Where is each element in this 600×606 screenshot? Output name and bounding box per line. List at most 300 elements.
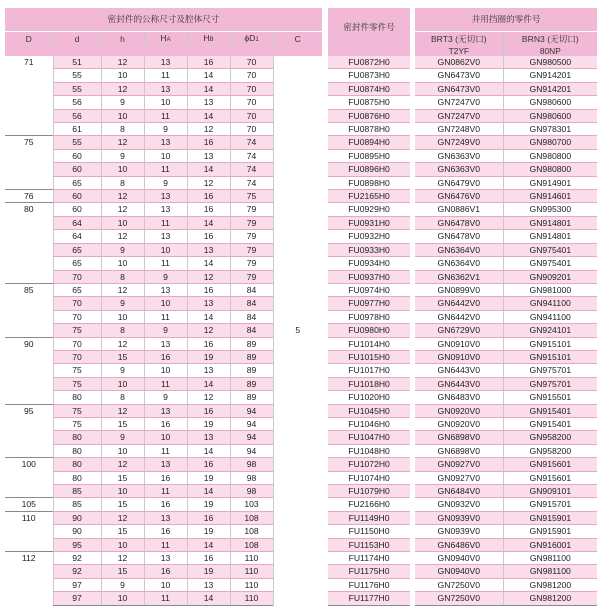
cell-brn3: GN975401: [503, 257, 597, 270]
cell-d: 85: [53, 498, 101, 511]
cell-part-number: FU0980H0: [328, 324, 410, 337]
cell-HB: 12: [187, 176, 230, 189]
cell-brn3: GN915101: [503, 350, 597, 363]
cell-d: 60: [53, 163, 101, 176]
cell-d: 75: [53, 364, 101, 377]
cell-HA: 11: [144, 485, 187, 498]
seal-dimension-table: [5, 8, 597, 606]
cell-HA: 13: [144, 552, 187, 565]
cell-brn3: GN980600: [503, 109, 597, 122]
col-header-h: h: [101, 32, 144, 47]
cell-d: 70: [53, 337, 101, 350]
cell-D1: 79: [230, 257, 273, 270]
cell-brt3: GN0927V0: [415, 471, 503, 484]
cell-part-number: FU0895H0: [328, 149, 410, 162]
cell-h: 9: [101, 149, 144, 162]
cell-d: 70: [53, 310, 101, 323]
cell-d: 70: [53, 297, 101, 310]
cell-part-number: FU0896H0: [328, 163, 410, 176]
cell-part-number: FU1153H0: [328, 538, 410, 551]
cell-brt3: GN0927V0: [415, 458, 503, 471]
cell-part-number: FU0929H0: [328, 203, 410, 216]
backup-ring-header: 并用挡圈的零件号: [415, 8, 597, 32]
cell-h: 12: [101, 283, 144, 296]
cell-HA: 13: [144, 337, 187, 350]
cell-HB: 13: [187, 364, 230, 377]
cell-brn3: GN958200: [503, 431, 597, 444]
cell-brt3: GN6479V0: [415, 176, 503, 189]
cell-d: 75: [53, 417, 101, 430]
cell-d: 64: [53, 216, 101, 229]
cell-HA: 13: [144, 511, 187, 524]
cell-brt3: GN6364V0: [415, 243, 503, 256]
cell-D1: 108: [230, 538, 273, 551]
cell-h: 15: [101, 471, 144, 484]
cell-h: 12: [101, 56, 144, 69]
col-header-HA-sub: A: [166, 37, 171, 43]
cell-HB: 16: [187, 404, 230, 417]
cell-brt3: GN6442V0: [415, 297, 503, 310]
cell-HB: 19: [187, 525, 230, 538]
cell-part-number: FU0933H0: [328, 243, 410, 256]
cell-HA: 11: [144, 69, 187, 82]
cell-d: 97: [53, 592, 101, 605]
cell-h: 15: [101, 565, 144, 578]
table-row: [5, 56, 597, 69]
cell-part-number: FU0937H0: [328, 270, 410, 283]
cell-brn3: GN980800: [503, 163, 597, 176]
table-header: [5, 8, 597, 56]
cell-h: 10: [101, 257, 144, 270]
cell-brt3: GN7250V0: [415, 592, 503, 605]
cell-brn3: GN914801: [503, 230, 597, 243]
cell-brt3: GN6362V1: [415, 270, 503, 283]
cell-HB: 14: [187, 109, 230, 122]
cell-HB: 19: [187, 417, 230, 430]
cell-D: 100: [5, 458, 53, 498]
cell-d: 90: [53, 511, 101, 524]
col-header-D: D: [5, 32, 53, 47]
cell-d: 85: [53, 485, 101, 498]
cell-HA: 13: [144, 136, 187, 149]
cell-h: 10: [101, 485, 144, 498]
cell-brn3: GN980800: [503, 149, 597, 162]
cell-brt3: GN6478V0: [415, 230, 503, 243]
cell-part-number: FU1017H0: [328, 364, 410, 377]
cell-HB: 14: [187, 592, 230, 605]
cell-HB: 16: [187, 56, 230, 69]
cell-d: 70: [53, 350, 101, 363]
cell-h: 8: [101, 123, 144, 136]
cell-HB: 14: [187, 485, 230, 498]
cell-part-number: FU0932H0: [328, 230, 410, 243]
cell-part-number: FU2166H0: [328, 498, 410, 511]
cell-D1: 110: [230, 578, 273, 591]
cell-brt3: GN7247V0: [415, 109, 503, 122]
cell-HA: 9: [144, 123, 187, 136]
cell-HA: 10: [144, 96, 187, 109]
cell-d: 95: [53, 538, 101, 551]
cell-brt3: GN7249V0: [415, 136, 503, 149]
cell-part-number: FU1149H0: [328, 511, 410, 524]
cell-HA: 10: [144, 149, 187, 162]
cell-brn3: GN915401: [503, 417, 597, 430]
cell-brt3: GN0939V0: [415, 525, 503, 538]
cell-HB: 13: [187, 149, 230, 162]
cell-h: 8: [101, 391, 144, 404]
cell-HA: 9: [144, 270, 187, 283]
cell-HA: 10: [144, 431, 187, 444]
cell-HB: 16: [187, 230, 230, 243]
cell-brt3: GN6442V0: [415, 310, 503, 323]
cell-D1: 74: [230, 136, 273, 149]
cell-part-number: FU0874H0: [328, 82, 410, 95]
cell-d: 92: [53, 552, 101, 565]
cell-D: 85: [5, 283, 53, 337]
cell-part-number: FU1014H0: [328, 337, 410, 350]
cell-brt3: GN0920V0: [415, 404, 503, 417]
cell-brn3: GN915901: [503, 511, 597, 524]
cell-brn3: GN975701: [503, 364, 597, 377]
cell-brn3: GN980600: [503, 96, 597, 109]
cell-brt3: GN6363V0: [415, 163, 503, 176]
seal-dimension-table-container: [5, 8, 597, 606]
cell-part-number: FU1047H0: [328, 431, 410, 444]
cell-D1: 79: [230, 270, 273, 283]
cell-h: 9: [101, 297, 144, 310]
cell-d: 80: [53, 471, 101, 484]
cell-d: 55: [53, 69, 101, 82]
cell-HB: 19: [187, 350, 230, 363]
cell-part-number: FU1048H0: [328, 444, 410, 457]
cell-HB: 16: [187, 337, 230, 350]
cell-h: 15: [101, 350, 144, 363]
cell-D1: 89: [230, 337, 273, 350]
cell-d: 70: [53, 270, 101, 283]
cell-HB: 14: [187, 82, 230, 95]
cell-D1: 74: [230, 149, 273, 162]
cell-HA: 10: [144, 578, 187, 591]
cell-h: 10: [101, 310, 144, 323]
cell-d: 56: [53, 96, 101, 109]
cell-brt3: GN7248V0: [415, 123, 503, 136]
cell-d: 55: [53, 82, 101, 95]
cell-HB: 14: [187, 163, 230, 176]
cell-d: 75: [53, 324, 101, 337]
cell-D1: 84: [230, 310, 273, 323]
cell-D: 80: [5, 203, 53, 283]
cell-brn3: GN915701: [503, 498, 597, 511]
cell-HB: 16: [187, 552, 230, 565]
cell-HB: 16: [187, 136, 230, 149]
col-header-HA: HA: [144, 32, 187, 47]
cell-D1: 94: [230, 404, 273, 417]
cell-D: 105: [5, 498, 53, 511]
cell-D1: 103: [230, 498, 273, 511]
cell-HA: 13: [144, 230, 187, 243]
cell-brn3: GN980700: [503, 136, 597, 149]
cell-HA: 10: [144, 243, 187, 256]
cell-brt3: GN6473V0: [415, 82, 503, 95]
cell-d: 92: [53, 565, 101, 578]
cell-HB: 19: [187, 498, 230, 511]
cell-d: 60: [53, 149, 101, 162]
cell-HB: 14: [187, 310, 230, 323]
cell-D: 71: [5, 56, 53, 136]
cell-h: 10: [101, 163, 144, 176]
cell-HB: 16: [187, 283, 230, 296]
cell-part-number: FU0894H0: [328, 136, 410, 149]
cell-HA: 13: [144, 190, 187, 203]
col-header-C: C: [273, 32, 322, 47]
cell-part-number: FU0873H0: [328, 69, 410, 82]
cell-HB: 14: [187, 377, 230, 390]
cell-D1: 94: [230, 444, 273, 457]
cell-D1: 110: [230, 565, 273, 578]
cell-brt3: GN6443V0: [415, 364, 503, 377]
cell-brn3: GN981000: [503, 283, 597, 296]
cell-brn3: GN981200: [503, 592, 597, 605]
cell-brn3: GN980500: [503, 56, 597, 69]
cell-h: 12: [101, 511, 144, 524]
cell-part-number: FU0898H0: [328, 176, 410, 189]
cell-D1: 110: [230, 552, 273, 565]
cell-h: 8: [101, 176, 144, 189]
cell-HB: 12: [187, 324, 230, 337]
cell-brt3: GN0940V0: [415, 565, 503, 578]
cell-h: 12: [101, 136, 144, 149]
cell-D1: 89: [230, 391, 273, 404]
cell-d: 51: [53, 56, 101, 69]
cell-part-number: FU1072H0: [328, 458, 410, 471]
cell-h: 12: [101, 552, 144, 565]
cell-h: 15: [101, 417, 144, 430]
cell-HB: 16: [187, 203, 230, 216]
cell-brn3: GN981100: [503, 552, 597, 565]
cell-D1: 79: [230, 243, 273, 256]
cell-HB: 19: [187, 565, 230, 578]
cell-HA: 16: [144, 525, 187, 538]
cell-brn3: GN941100: [503, 297, 597, 310]
cell-part-number: FU1015H0: [328, 350, 410, 363]
cell-brt3: GN0910V0: [415, 350, 503, 363]
cell-D: 75: [5, 136, 53, 190]
cell-brn3: GN981100: [503, 565, 597, 578]
cell-brn3: GN975401: [503, 243, 597, 256]
cell-HB: 14: [187, 69, 230, 82]
cell-brt3: GN6898V0: [415, 431, 503, 444]
cell-D1: 70: [230, 123, 273, 136]
cell-brt3: GN7247V0: [415, 96, 503, 109]
cell-HB: 13: [187, 96, 230, 109]
cell-part-number: FU1177H0: [328, 592, 410, 605]
cell-HA: 11: [144, 592, 187, 605]
cell-d: 80: [53, 444, 101, 457]
cell-D1: 108: [230, 511, 273, 524]
cell-HA: 11: [144, 216, 187, 229]
cell-part-number: FU0875H0: [328, 96, 410, 109]
cell-HB: 16: [187, 190, 230, 203]
cell-brt3: GN6486V0: [415, 538, 503, 551]
cell-D1: 84: [230, 283, 273, 296]
cell-HA: 16: [144, 565, 187, 578]
cell-D: 76: [5, 190, 53, 203]
cell-HA: 11: [144, 377, 187, 390]
cell-brn3: GN915401: [503, 404, 597, 417]
col-header-brt3: BRT3 (无切口): [415, 32, 503, 47]
cell-HB: 14: [187, 257, 230, 270]
cell-brn3: GN909101: [503, 485, 597, 498]
cell-HA: 11: [144, 163, 187, 176]
cell-HB: 14: [187, 538, 230, 551]
cell-h: 9: [101, 96, 144, 109]
cell-h: 9: [101, 364, 144, 377]
dimensions-header: 密封件的公称尺寸及腔体尺寸: [5, 8, 322, 32]
cell-part-number: FU1045H0: [328, 404, 410, 417]
cell-part-number: FU1074H0: [328, 471, 410, 484]
cell-HA: 10: [144, 364, 187, 377]
cell-HA: 9: [144, 391, 187, 404]
cell-D1: 75: [230, 190, 273, 203]
cell-h: 10: [101, 538, 144, 551]
cell-brt3: GN0886V1: [415, 203, 503, 216]
cell-HB: 19: [187, 471, 230, 484]
cell-brt3: GN0939V0: [415, 511, 503, 524]
cell-d: 61: [53, 123, 101, 136]
cell-brn3: GN995300: [503, 203, 597, 216]
cell-HB: 12: [187, 123, 230, 136]
cell-h: 10: [101, 69, 144, 82]
cell-HA: 13: [144, 458, 187, 471]
cell-HA: 13: [144, 203, 187, 216]
cell-part-number: FU2165H0: [328, 190, 410, 203]
cell-d: 80: [53, 458, 101, 471]
cell-brt3: GN0862V0: [415, 56, 503, 69]
cell-HB: 14: [187, 444, 230, 457]
cell-D1: 110: [230, 592, 273, 605]
cell-d: 60: [53, 190, 101, 203]
cell-part-number: FU0876H0: [328, 109, 410, 122]
cell-h: 8: [101, 270, 144, 283]
cell-HB: 12: [187, 391, 230, 404]
cell-HB: 13: [187, 297, 230, 310]
cell-D1: 79: [230, 230, 273, 243]
col-header-D1: ϕD1: [230, 32, 273, 47]
cell-part-number: FU1176H0: [328, 578, 410, 591]
cell-part-number: FU0934H0: [328, 257, 410, 270]
col-header-brn3: BRN3 (无切口): [503, 32, 597, 47]
cell-D: 110: [5, 511, 53, 551]
cell-h: 12: [101, 190, 144, 203]
cell-brt3: GN6443V0: [415, 377, 503, 390]
cell-HB: 13: [187, 243, 230, 256]
cell-brn3: GN981200: [503, 578, 597, 591]
col-header-d: d: [53, 32, 101, 47]
cell-D1: 94: [230, 417, 273, 430]
cell-h: 15: [101, 525, 144, 538]
cell-d: 65: [53, 176, 101, 189]
cell-brt3: GN6729V0: [415, 324, 503, 337]
cell-D1: 70: [230, 69, 273, 82]
cell-D1: 70: [230, 56, 273, 69]
cell-brn3: GN941100: [503, 310, 597, 323]
cell-h: 10: [101, 109, 144, 122]
cell-brn3: GN914201: [503, 82, 597, 95]
col-header-HB: HB: [187, 32, 230, 47]
cell-D1: 89: [230, 377, 273, 390]
cell-HA: 13: [144, 283, 187, 296]
cell-part-number: FU1079H0: [328, 485, 410, 498]
cell-HB: 16: [187, 511, 230, 524]
cell-h: 10: [101, 444, 144, 457]
cell-brn3: GN958200: [503, 444, 597, 457]
cell-HA: 9: [144, 176, 187, 189]
cell-h: 12: [101, 458, 144, 471]
col-subheader-brt3: T2YF: [415, 46, 503, 56]
cell-D1: 84: [230, 324, 273, 337]
cell-brn3: GN914201: [503, 69, 597, 82]
cell-brt3: GN0910V0: [415, 337, 503, 350]
cell-HB: 13: [187, 431, 230, 444]
cell-brn3: GN915601: [503, 458, 597, 471]
col-header-D1-sub: 1: [255, 37, 259, 43]
cell-D1: 108: [230, 525, 273, 538]
cell-h: 9: [101, 431, 144, 444]
cell-brn3: GN915901: [503, 525, 597, 538]
cell-d: 80: [53, 431, 101, 444]
cell-D1: 98: [230, 485, 273, 498]
seal-part-number-header: 密封件零件号: [328, 8, 410, 46]
cell-HB: 13: [187, 578, 230, 591]
cell-brt3: GN6478V0: [415, 216, 503, 229]
cell-h: 9: [101, 243, 144, 256]
cell-brn3: GN915101: [503, 337, 597, 350]
cell-HA: 16: [144, 417, 187, 430]
cell-brn3: GN924101: [503, 324, 597, 337]
cell-brn3: GN909201: [503, 270, 597, 283]
cell-HA: 16: [144, 471, 187, 484]
cell-HA: 11: [144, 444, 187, 457]
cell-part-number: FU1150H0: [328, 525, 410, 538]
cell-D1: 94: [230, 431, 273, 444]
cell-d: 97: [53, 578, 101, 591]
cell-d: 65: [53, 243, 101, 256]
cell-h: 9: [101, 578, 144, 591]
cell-d: 64: [53, 230, 101, 243]
cell-part-number: FU0872H0: [328, 56, 410, 69]
cell-HA: 13: [144, 56, 187, 69]
cell-D1: 74: [230, 163, 273, 176]
cell-D1: 98: [230, 471, 273, 484]
cell-HA: 11: [144, 257, 187, 270]
cell-h: 12: [101, 82, 144, 95]
cell-HA: 11: [144, 538, 187, 551]
cell-part-number: FU0977H0: [328, 297, 410, 310]
cell-brt3: GN6898V0: [415, 444, 503, 457]
cell-brn3: GN975701: [503, 377, 597, 390]
cell-h: 12: [101, 230, 144, 243]
cell-D: 112: [5, 552, 53, 606]
table-body: [5, 56, 597, 605]
col-subheader-brn3: 80NP: [503, 46, 597, 56]
cell-h: 10: [101, 377, 144, 390]
cell-D1: 79: [230, 216, 273, 229]
cell-part-number: FU0931H0: [328, 216, 410, 229]
cell-HB: 14: [187, 216, 230, 229]
cell-brt3: GN0932V0: [415, 498, 503, 511]
cell-part-number: FU1020H0: [328, 391, 410, 404]
cell-brn3: GN914901: [503, 176, 597, 189]
